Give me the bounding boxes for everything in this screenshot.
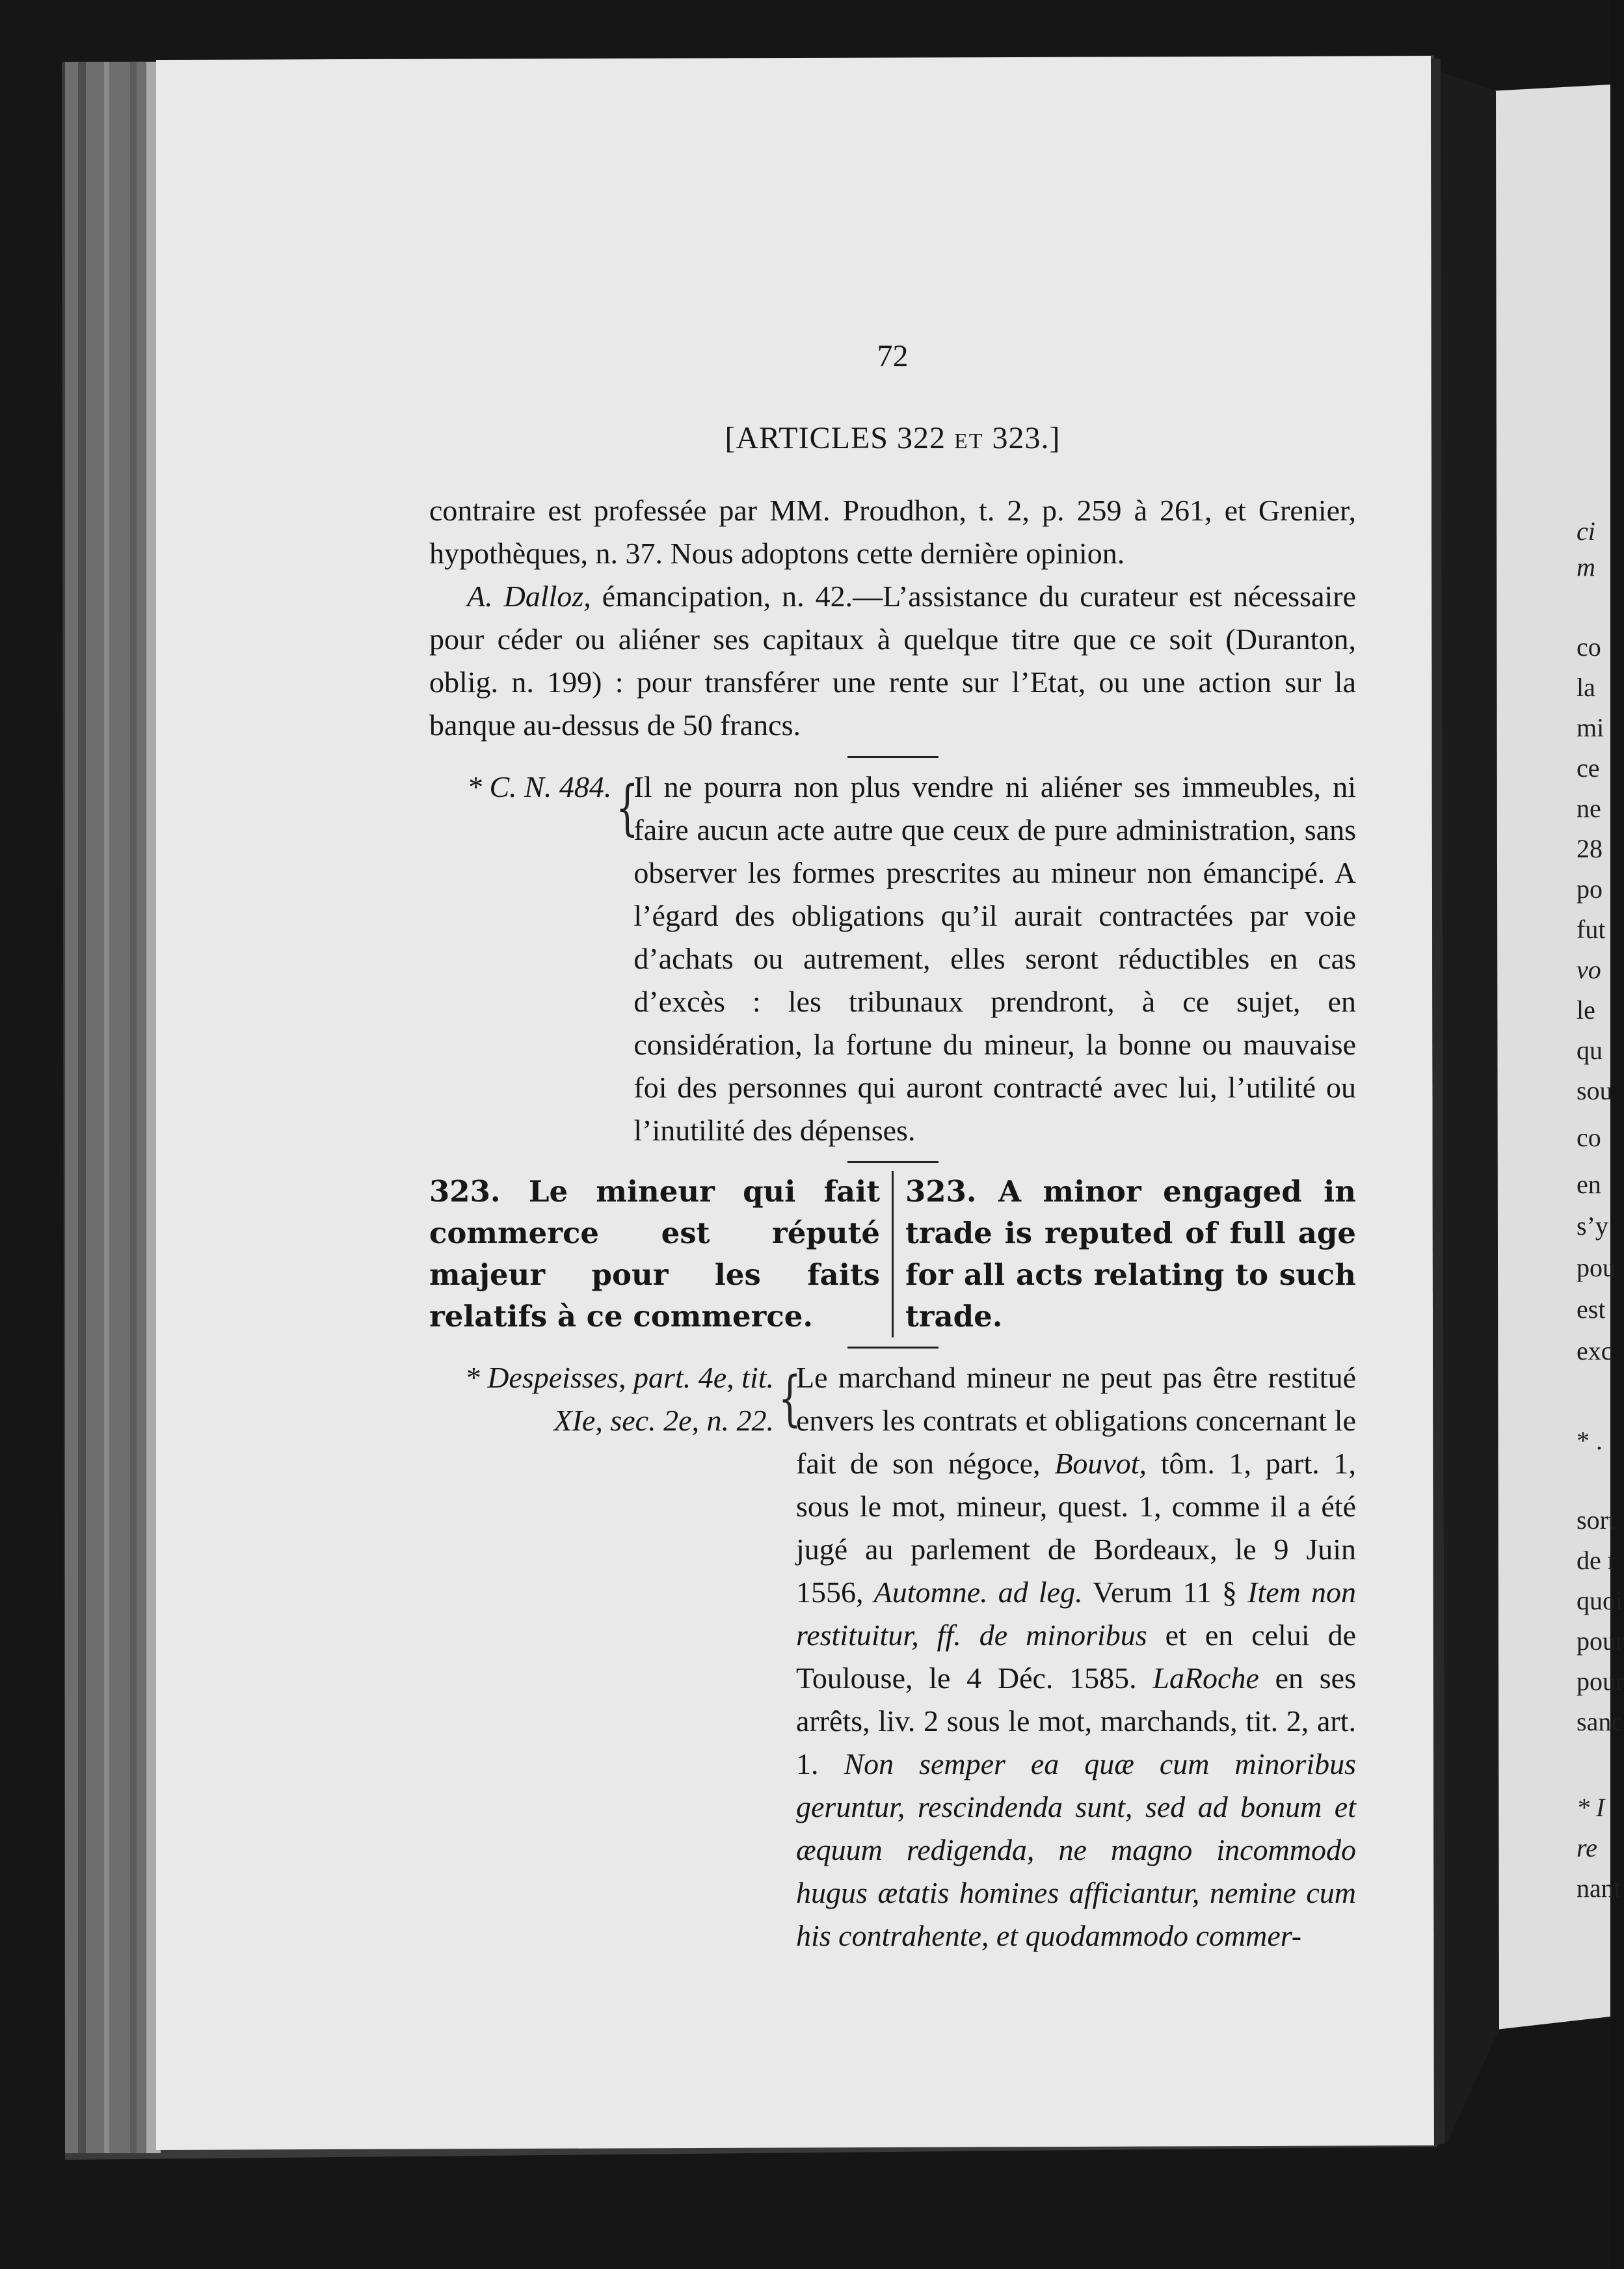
despeisses-text-2: tôm. 1, part. 1, sous le mot, mineur, quest. 1, comme il a été jugé au parlement de Bordeaux, le 9 Juin 1556, [796, 1447, 1356, 1609]
right-page-fragment: ne [1577, 794, 1601, 823]
right-page-fragment: * . [1577, 1426, 1603, 1455]
right-page-fragment: ce [1577, 753, 1600, 783]
right-page-fragment: qu [1577, 1036, 1603, 1065]
section-rule-2 [847, 1161, 938, 1163]
code-note-block [429, 766, 1356, 1152]
right-page-fragment: sou [1577, 1076, 1613, 1105]
right-page-fragment: pour [1577, 1626, 1624, 1656]
right-page-fragment: 28 [1577, 834, 1603, 863]
header-small: ET [953, 429, 984, 453]
right-page-fragment: pour [1577, 1667, 1624, 1696]
right-page-fragment: co [1577, 1123, 1601, 1152]
header-main: [ARTICLES 322 [725, 421, 946, 455]
right-page-fragment: pou [1577, 1253, 1616, 1282]
right-page-fragment: mi [1577, 713, 1604, 742]
article-323-french: 323. Le mineur qui fait commerce est réputé majeur pour les faits relatifs à ce commerce. [429, 1174, 880, 1334]
right-page-fragment: en [1577, 1170, 1601, 1199]
latin-quote: Non semper ea quæ cum minoribus geruntur, rescindenda sunt, sed ad bonum et æquum redigenda, ne magno incommodo hugus ætatis homines afficiantur, nemine cum his contrahente, et quodammodo commer- [796, 1747, 1357, 1952]
right-page-fragment: exc [1577, 1336, 1613, 1365]
right-page-fragment: le [1577, 995, 1595, 1025]
right-page-fragment: nant [1577, 1873, 1621, 1903]
article-323-english: 323. A minor engaged in trade is reputed of full age for all acts relating to such trade. [905, 1174, 1356, 1334]
despeisses-text-3: Verum 11 § [1082, 1576, 1248, 1609]
right-page-fragment: ci [1577, 517, 1595, 546]
page-number: 72 [877, 339, 909, 373]
right-page-fragment: m [1577, 552, 1595, 582]
code-note-text: Il ne pourra non plus vendre ni aliéner ses immeubles, ni faire aucun acte autre que ceux de pure administration, sans observer les formes prescrites au mineur non émancipé. A l’égard des obligations qu’il aurait contractées par voie d’achats ou autrement, elles seront réductibles en cas d’excès : les tribunaux prendront, à ce sujet, en considération, la fortune du mineur, la bonne ou mauvaise foi des personnes qui auront contracté avec lui, l’utilité ou l’inutilité des dépenses. [633, 770, 1356, 1147]
automne-ref: Automne. ad leg. [873, 1576, 1083, 1609]
right-page-fragment: re [1577, 1833, 1597, 1862]
section-rule-3 [847, 1347, 938, 1349]
despeisses-text-1: Le marchand mineur ne peut pas être restitué envers les contrats et obligations concernant le fait de son négoce, [796, 1361, 1356, 1480]
right-page-fragment: sort [1577, 1505, 1616, 1535]
dalloz-text: émancipation, n. 42.—L’assistance du curateur est nécessaire pour céder ou aliéner ses capitaux à quelque titre que ce soit (Duranton, oblig. n. 199) : pour transférer une rente sur l’Etat, ou une action sur la banque au-dessus de 50 francs. [429, 580, 1357, 742]
brace-icon: { [778, 1363, 801, 1433]
laroche-ref: LaRoche [1152, 1661, 1259, 1695]
right-page-fragment: quoi [1577, 1586, 1623, 1615]
right-page-fragment: po [1577, 874, 1603, 904]
right-page-fragment: sanc [1577, 1707, 1623, 1736]
page-header [429, 420, 1356, 460]
paragraph-continuation: contraire est professée par MM. Proudhon, t. 2, p. 259 à 261, et Grenier, hypothèques, n. 37. Nous adoptons cette dernière opinion. [429, 494, 1356, 570]
right-page-fragment: s’y [1577, 1211, 1608, 1241]
despeisses-note-text [796, 1356, 1356, 1957]
article-323-bilingual [429, 1171, 1356, 1337]
despeisses-text-4: et en celui de Toulouse, le 4 Déc. 1585. [796, 1618, 1356, 1695]
despeisses-note-block [429, 1356, 1356, 1957]
paragraph-dalloz [429, 575, 1356, 747]
despeisses-ref: * Despeisses, part. 4e, tit. XIe, sec. 2e, n. 22. [464, 1361, 774, 1437]
right-page-fragment: la [1577, 673, 1595, 702]
section-rule-1 [847, 756, 938, 758]
right-page-fragment: fut [1577, 915, 1606, 944]
code-note-ref: * C. N. 484. [467, 770, 612, 803]
right-page-fragment: * I [1577, 1793, 1605, 1822]
right-page-fragment: est [1577, 1295, 1606, 1324]
page-body [429, 489, 1356, 1957]
author-dalloz: A. Dalloz, [467, 580, 591, 613]
bouvot-ref: Bouvot, [1054, 1447, 1147, 1480]
despeisses-text-5: en ses arrêts, liv. 2 sous le mot, marchands, tit. 2, art. 1. [796, 1661, 1356, 1780]
page-content [429, 338, 1357, 1952]
brace-icon: { [616, 773, 639, 842]
right-page-fragment: de r [1577, 1546, 1617, 1575]
header-end: 323.] [992, 421, 1061, 455]
item-non-ref: Item non restituitur, ff. de minoribus [796, 1576, 1356, 1652]
right-page-fragment: co [1577, 632, 1601, 662]
right-page-fragment: vo [1577, 955, 1601, 984]
